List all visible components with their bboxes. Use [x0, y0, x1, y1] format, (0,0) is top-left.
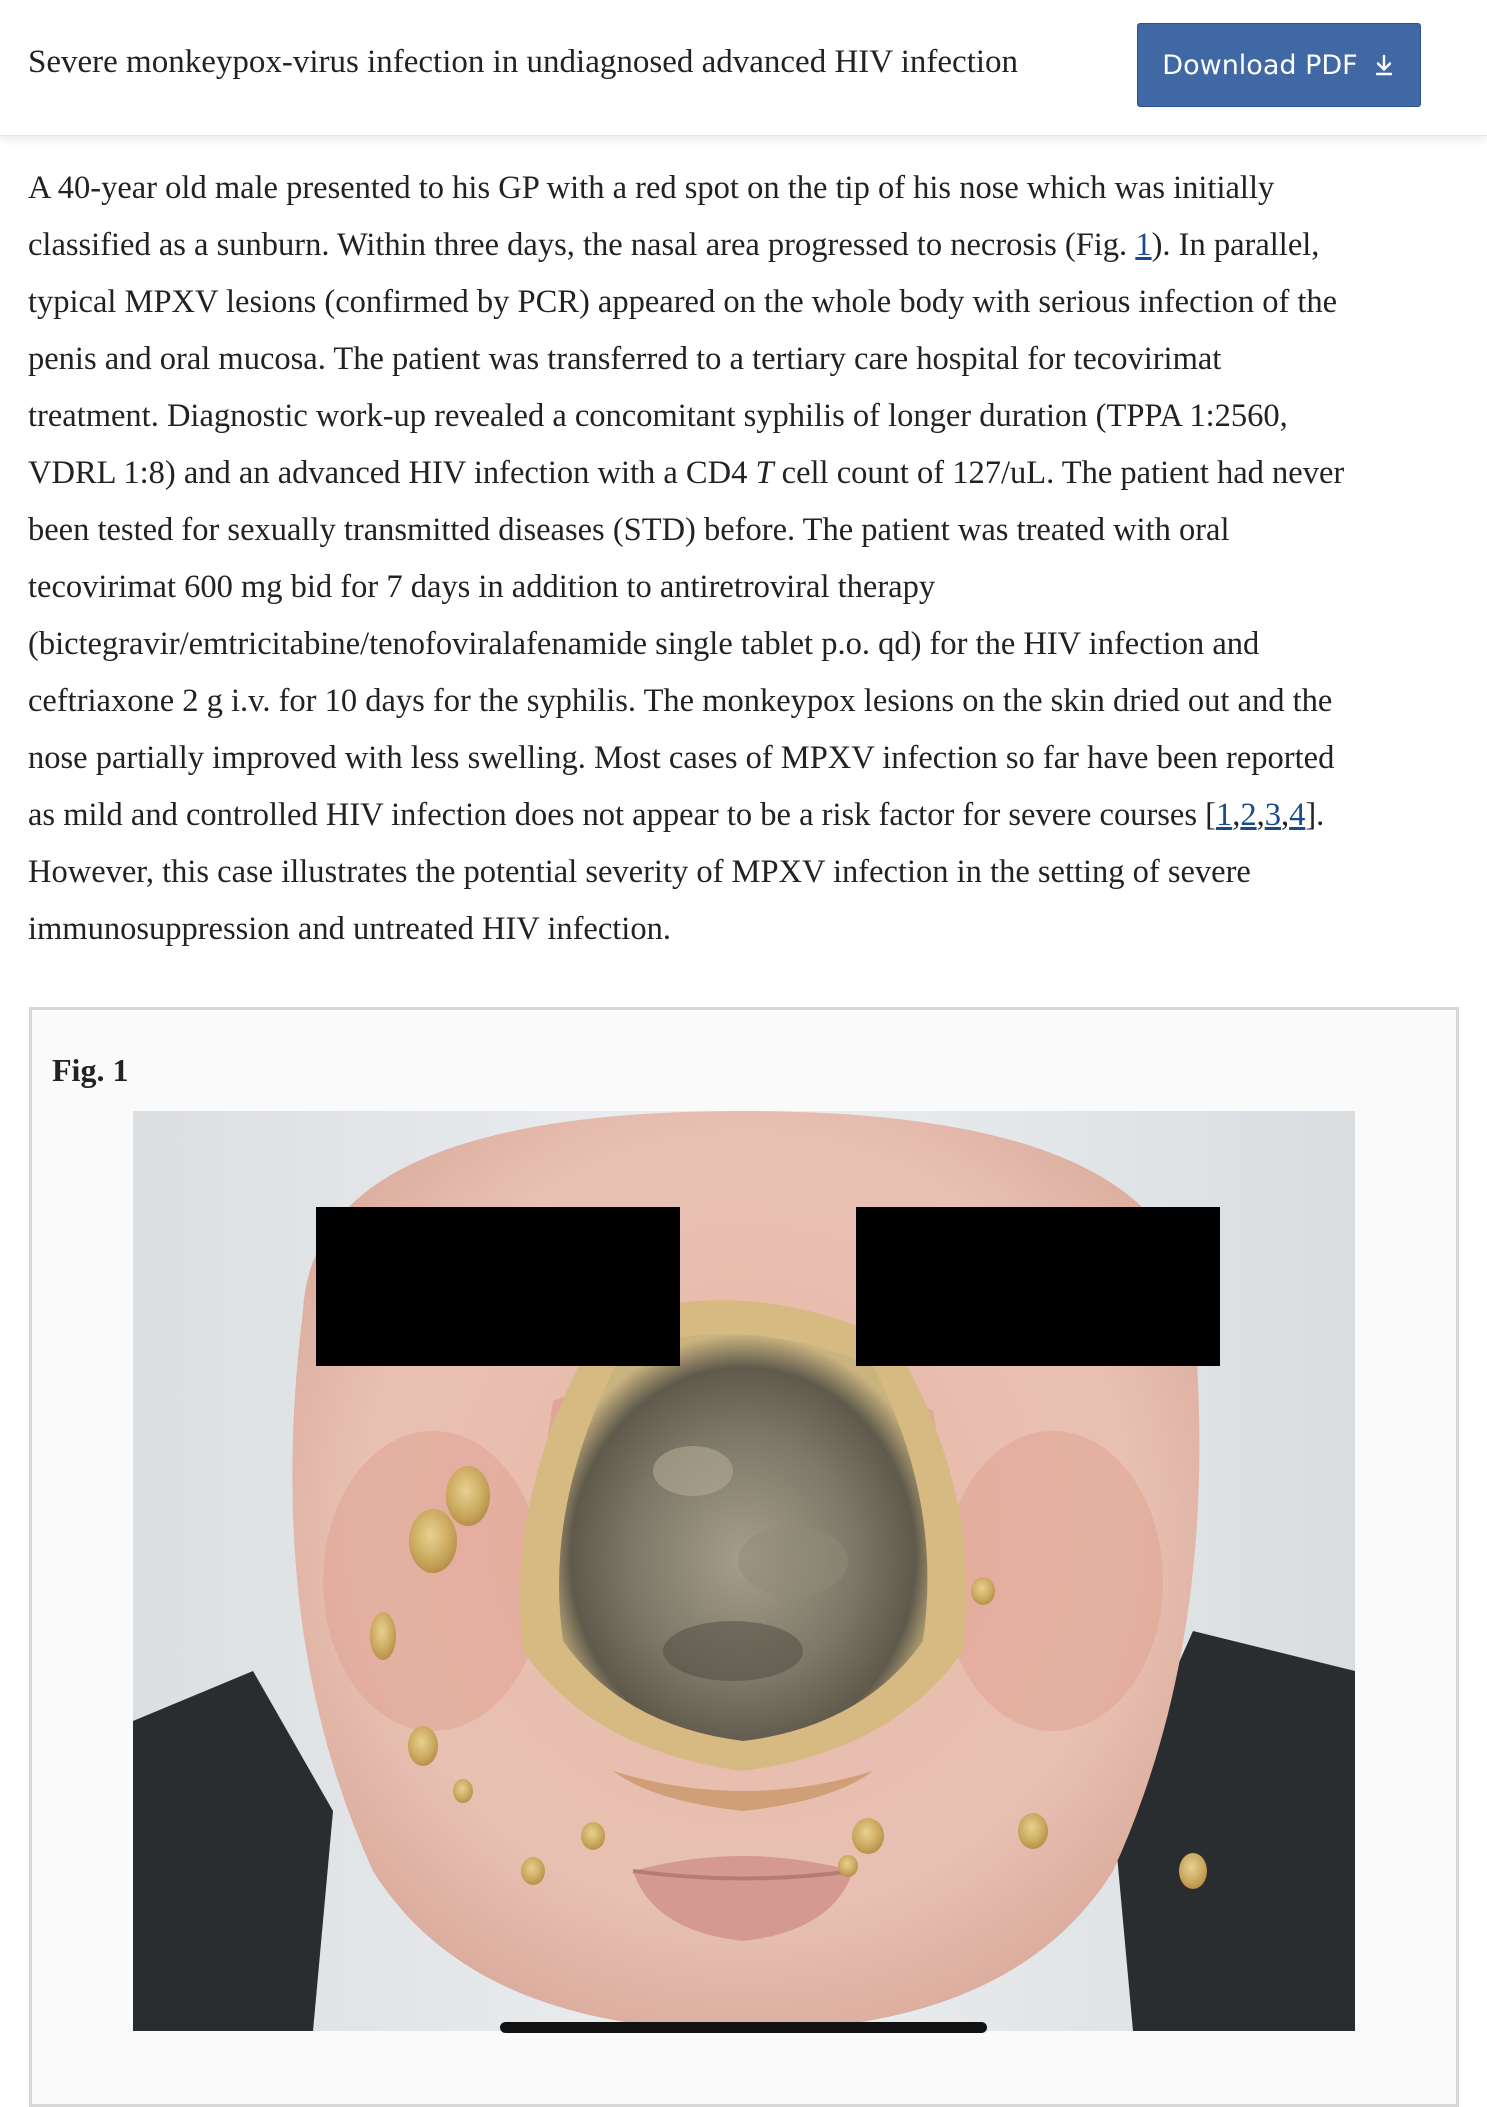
body-line: treatment. Diagnostic work-up revealed a concomitant syphilis of longer duration (TPPA 1:2560,: [28, 398, 1288, 434]
reference-link[interactable]: 1: [1215, 797, 1233, 833]
eye-censor-bar-right: [856, 1207, 1220, 1366]
download-pdf-label: Download PDF: [1162, 49, 1358, 81]
figure-link[interactable]: 1: [1135, 227, 1152, 263]
reference-link[interactable]: 4: [1289, 797, 1306, 833]
body-line: been tested for sexually transmitted diseases (STD) before. The patient was treated with oral: [28, 512, 1230, 548]
body-line: ceftriaxone 2 g i.v. for 10 days for the syphilis. The monkeypox lesions on the skin dried out and the: [28, 683, 1333, 719]
article-title: Severe monkeypox-virus infection in undiagnosed advanced HIV infection: [28, 44, 1019, 80]
body-line: nose partially improved with less swelling. Most cases of MPXV infection so far have been reported: [28, 740, 1335, 776]
body-line: However, this case illustrates the potential severity of MPXV infection in the setting of severe: [28, 854, 1251, 890]
download-pdf-button[interactable]: [1137, 23, 1421, 107]
body-line: typical MPXV lesions (confirmed by PCR) appeared on the whole body with serious infection of the: [28, 284, 1338, 320]
body-line: immunosuppression and untreated HIV infection.: [28, 911, 671, 947]
clinical-photo: [133, 1111, 1355, 2031]
body-line: penis and oral mucosa. The patient was transferred to a tertiary care hospital for tecovirimat: [28, 341, 1222, 377]
figure-image[interactable]: [133, 1111, 1355, 2031]
body-line: classified as a sunburn. Within three days, the nasal area progressed to necrosis (Fig. 1). In parallel,: [28, 227, 1320, 263]
download-arrow-icon: [1372, 53, 1396, 77]
body-line: (bictegravir/emtricitabine/tenofoviralafenamide single tablet p.o. qd) for the HIV infection and: [28, 626, 1260, 662]
article-body: [28, 160, 1468, 958]
figure-label: Fig. 1: [52, 1052, 129, 1088]
reference-link[interactable]: 3: [1264, 797, 1281, 833]
body-line: VDRL 1:8) and an advanced HIV infection with a CD4 T cell count of 127/uL. The patient had never: [28, 455, 1345, 491]
top-bar: [0, 0, 1487, 136]
body-line: tecovirimat 600 mg bid for 7 days in addition to antiretroviral therapy: [28, 569, 936, 605]
body-line: A 40-year old male presented to his GP with a red spot on the tip of his nose which was initially: [28, 170, 1275, 206]
figure-container: [29, 1007, 1459, 2107]
body-line: as mild and controlled HIV infection does not appear to be a risk factor for severe courses [1,2,3,4].: [28, 797, 1325, 833]
eye-censor-bar-left: [316, 1207, 680, 1366]
reference-link[interactable]: 2: [1240, 797, 1257, 833]
home-indicator[interactable]: [500, 2022, 987, 2033]
